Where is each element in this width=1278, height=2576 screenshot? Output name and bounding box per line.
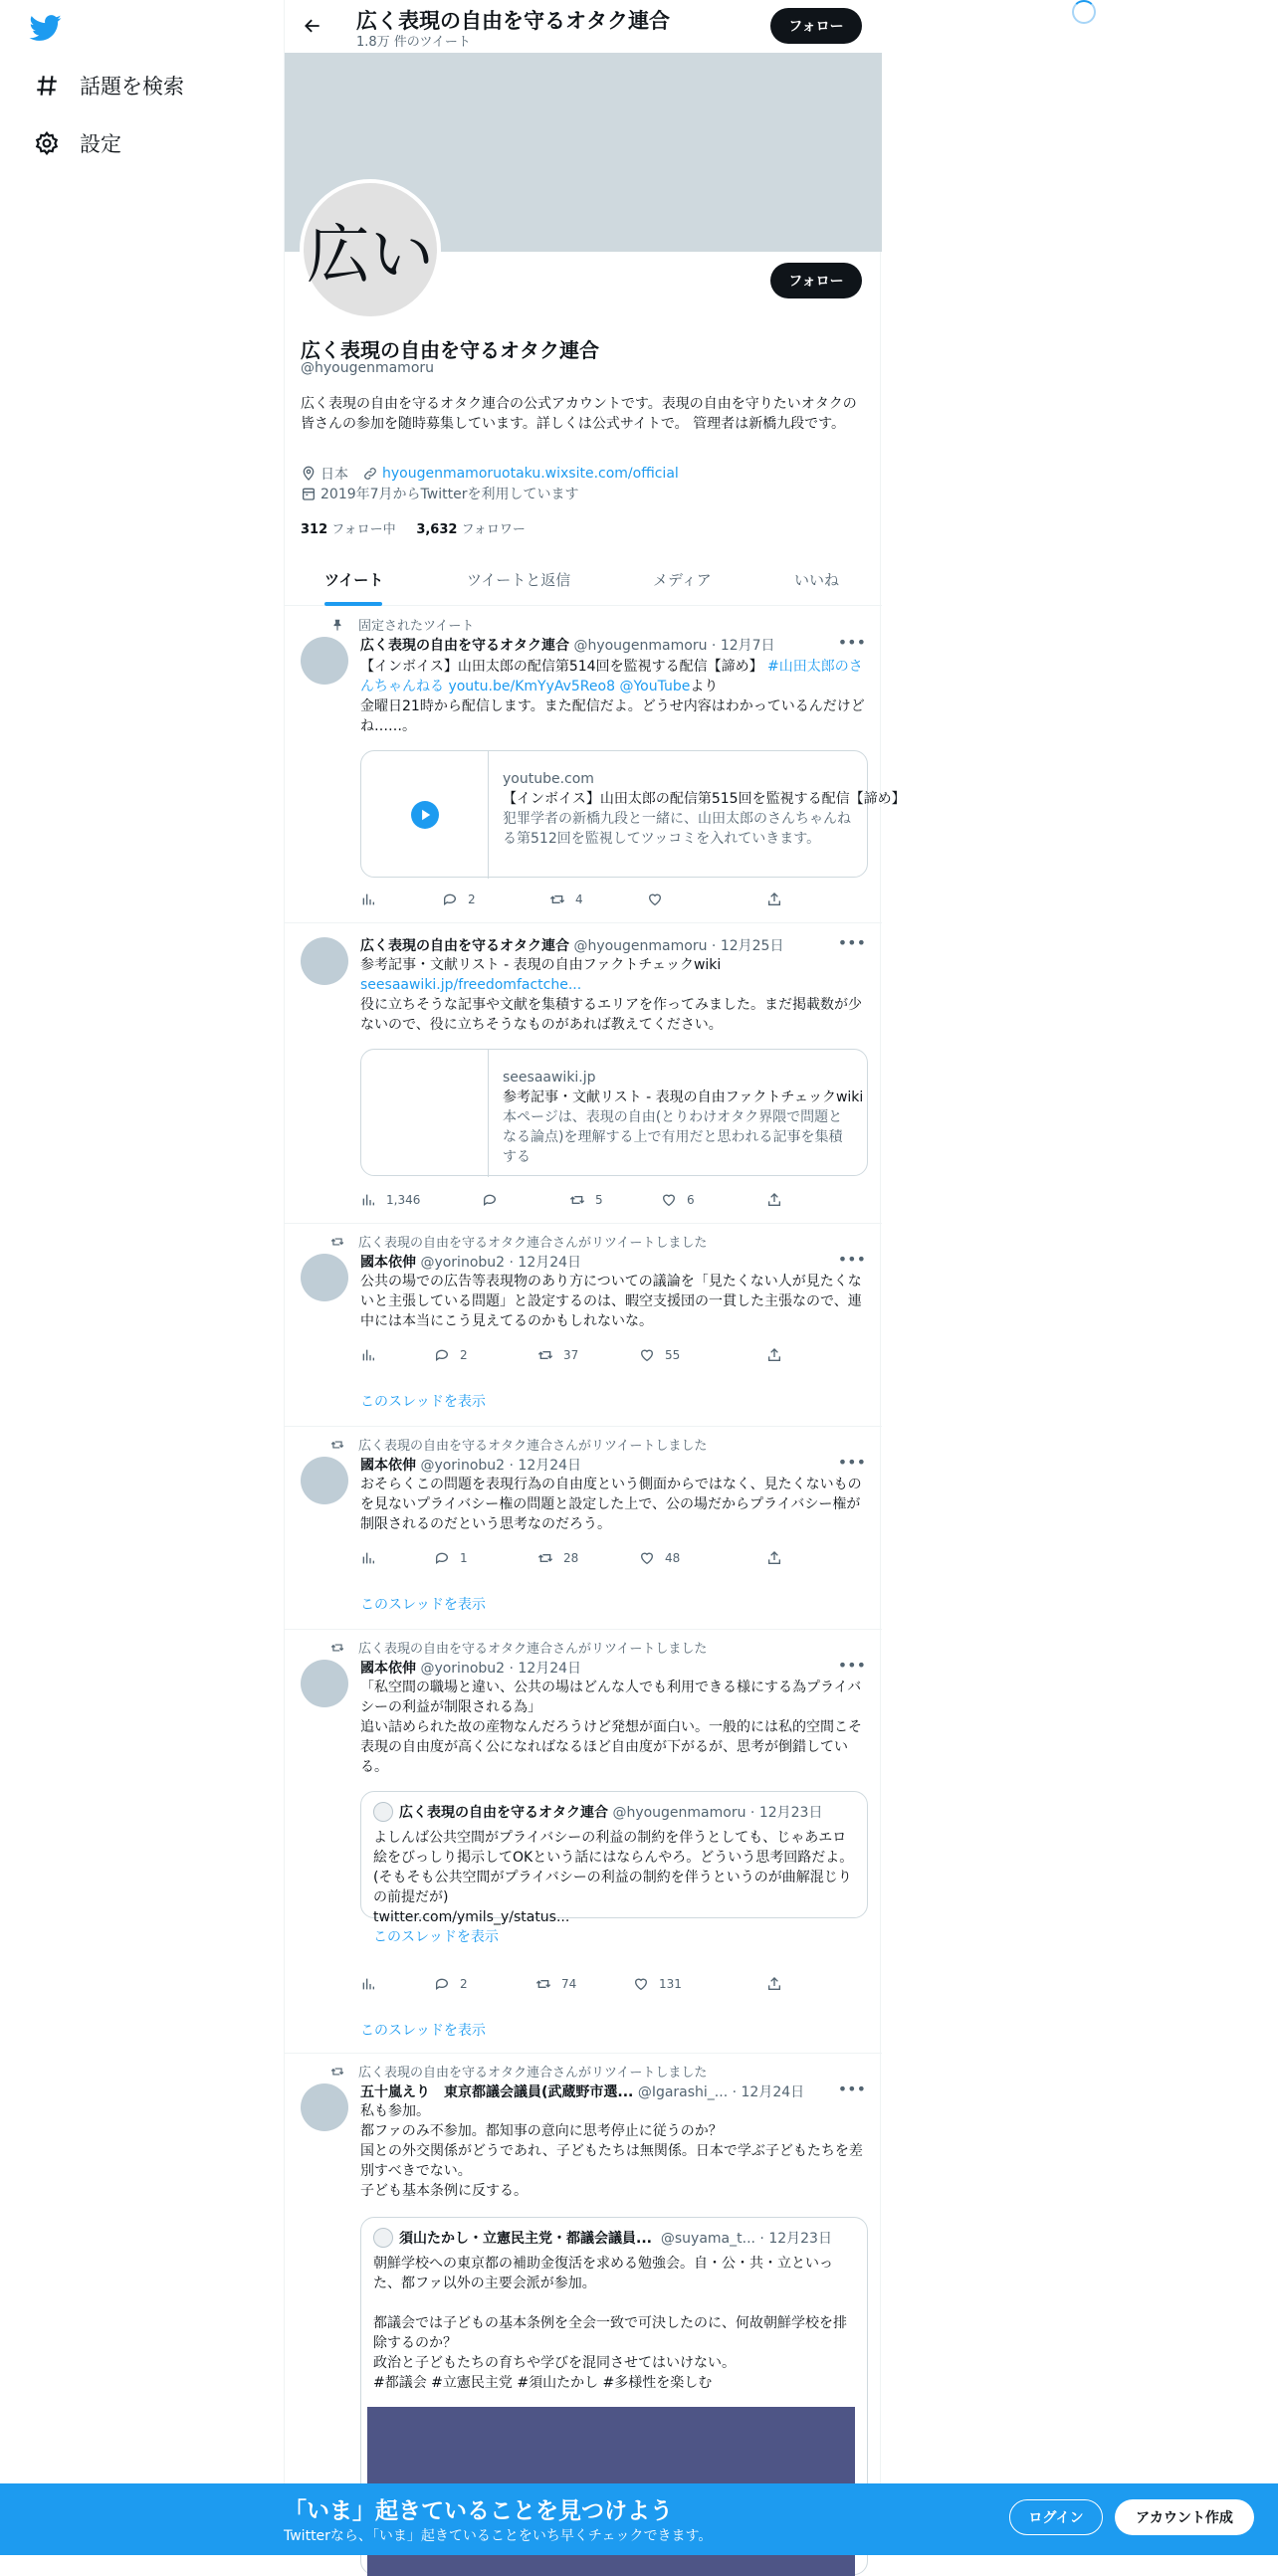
loading-spinner (1072, 0, 1096, 24)
quoted-text: よしんば公共空間がプライバシーの利益の制約を伴うとしても、じゃあエロ絵をびっしり掲示してOKという話にはならんやろ。どういう思考回路だよ。(そもそも公共空間がプライバシーの利益の制約を伴うというのが曲解混じりの前提だが) (373, 1830, 854, 1905)
share-icon (766, 1976, 782, 1992)
retweet-button[interactable] (569, 1192, 603, 1208)
more-icon[interactable]: ••• (837, 1656, 866, 1675)
tweet-author-name[interactable]: 五十嵐えり 東京都議会議員(武蔵野市選... (360, 2084, 634, 2100)
retweet-icon (330, 1235, 344, 1249)
reply-count: 1 (460, 1551, 468, 1565)
tweet-header (360, 1658, 581, 1678)
tweet-context (330, 2062, 707, 2081)
card-title: 参考記事・文献リスト - 表現の自由ファクトチェックwiki (503, 1090, 864, 1105)
nav-settings-label: 設定 (80, 132, 121, 156)
tweet-context-text: 広く表現の自由を守るオタク連合さんがリツイートしました (358, 1236, 708, 1251)
signup-button[interactable]: アカウント作成 (1115, 2499, 1254, 2535)
tweet-header (360, 1455, 581, 1475)
views-button[interactable] (360, 1347, 386, 1363)
views-button[interactable] (360, 1192, 420, 1208)
tweet-header (360, 2081, 804, 2101)
retweet-button[interactable] (535, 1976, 576, 1992)
tweet-link[interactable]: seesaawiki.jp/freedomfactche... (360, 977, 582, 993)
share-button[interactable] (766, 892, 792, 907)
tweet-header (360, 635, 775, 655)
nav-explore-label: 話題を検索 (80, 75, 184, 99)
tab-likes[interactable]: いいね (794, 571, 840, 589)
like-button[interactable] (639, 1347, 680, 1363)
show-thread-link[interactable]: このスレッドを表示 (360, 1597, 486, 1613)
quoted-tweet-header (373, 1802, 822, 1822)
tweet-text (360, 955, 868, 1035)
more-icon[interactable]: ••• (837, 933, 866, 952)
retweet-icon (330, 1641, 344, 1655)
like-count: 55 (665, 1348, 681, 1362)
tweet-meta: @yorinobu2 · 12月24日 (420, 1458, 582, 1474)
share-icon (766, 1347, 782, 1363)
profile-handle: @hyougenmamoru (301, 360, 435, 376)
views-count: 1,346 (386, 1193, 421, 1207)
tweet-context-text: 広く表現の自由を守るオタク連合さんがリツイートしました (358, 1642, 708, 1657)
tweet-text: 私も参加。 都ファのみ不参加。都知事の意向に思考停止に従うのか？ 国との外交関係がどうであれ、子どもたちは無関係。日本で学ぶ子どもたちを差別すべきでない。 子ども基本条例に反する。 (360, 2103, 863, 2199)
tab-media[interactable]: メディア (653, 571, 712, 589)
profile-header-bar (285, 0, 882, 53)
retweet-button[interactable] (537, 1550, 578, 1566)
like-button[interactable] (639, 1550, 680, 1566)
card-thumbnail (361, 751, 489, 879)
like-count: 131 (659, 1977, 682, 1991)
tweet-actions (360, 1976, 788, 1996)
profile-location: 日本 (320, 467, 348, 483)
tweet-text-part: 金曜日21時から配信します。また配信だよ。どうせ内容はわかっているんだけどね……。 (360, 698, 865, 734)
followers-label: フォロワー (461, 522, 526, 537)
following-link[interactable] (301, 522, 396, 537)
tweet[interactable] (285, 923, 882, 1224)
link-card[interactable] (360, 1049, 868, 1176)
share-button[interactable] (766, 1976, 792, 1992)
nav-explore[interactable] (34, 66, 184, 105)
profile-avatar[interactable]: 広い (300, 179, 441, 320)
like-button[interactable] (661, 1192, 695, 1208)
profile-stats (301, 518, 526, 537)
quoted-text: 朝鮮学校への東京都の補助金復活を求める勉強会。自・公・共・立といった、都ファ以外の主要会派が参加。 都議会では子どもの基本条例を全会一致で可決したのに、何故朝鮮学校を排除するのか？ 政治と子どもたちの育ちや学びを混同させてはいけない。 #都議会 #立憲民主党 #須山たかし #多様性を楽しむ (373, 2256, 847, 2391)
tweet-actions (360, 1347, 788, 1367)
play-icon (411, 801, 439, 829)
retweet-count: 4 (575, 892, 583, 906)
nav-settings[interactable] (34, 123, 121, 163)
tweet-author-name[interactable]: 國本依伸 (360, 1458, 416, 1474)
tweet-context (330, 1232, 707, 1251)
retweet-icon (569, 1192, 585, 1208)
quoted-avatar (373, 1802, 393, 1822)
share-icon (766, 892, 782, 907)
profile-column (284, 0, 906, 2555)
views-button[interactable] (360, 892, 386, 907)
more-icon[interactable]: ••• (837, 1250, 866, 1269)
more-icon[interactable]: ••• (837, 1453, 866, 1472)
back-arrow-icon (303, 16, 322, 36)
reply-button[interactable] (434, 1976, 468, 1992)
tweet-text-part: 参考記事・文献リスト - 表現の自由ファクトチェックwiki (360, 957, 722, 973)
tweet-meta: @hyougenmamoru · 12月25日 (573, 938, 784, 954)
avatar[interactable] (301, 637, 348, 685)
like-count: 6 (687, 1193, 695, 1207)
analytics-icon (360, 1550, 376, 1566)
card-body (503, 1068, 864, 1165)
tweet-author-name[interactable]: 國本依伸 (360, 1255, 416, 1271)
reply-icon (434, 1550, 450, 1566)
retweet-button[interactable] (537, 1347, 578, 1363)
back-button[interactable] (299, 12, 326, 40)
quoted-meta: @suyama_t... · 12月23日 (660, 2231, 832, 2247)
heart-icon (639, 1347, 655, 1363)
header-follow-button[interactable]: フォロー (770, 8, 862, 44)
tweet-context (330, 1435, 707, 1454)
tweet-header (360, 935, 783, 955)
like-button[interactable] (647, 892, 673, 907)
quoted-author-name: 広く表現の自由を守るオタク連合 (399, 1805, 608, 1821)
retweet-icon (535, 1976, 551, 1992)
quoted-meta: @hyougenmamoru · 12月23日 (612, 1805, 823, 1821)
followers-link[interactable] (416, 522, 526, 537)
reply-icon (482, 1192, 498, 1208)
tweet-context-text: 広く表現の自由を守るオタク連合さんがリツイートしました (358, 1439, 708, 1454)
retweet-icon (549, 892, 565, 907)
share-button[interactable] (766, 1550, 792, 1566)
pin-icon (330, 618, 344, 632)
profile-bio: 広く表現の自由を守るオタク連合の公式アカウントです。表現の自由を守りたいオタクの皆さんの参加を随時募集しています。詳しくは公式サイトで。 管理者は新橋九段です。 (301, 396, 857, 432)
reply-button[interactable] (442, 892, 476, 907)
followers-count: 3,632 (416, 522, 458, 537)
share-icon (766, 1192, 782, 1208)
tweet-text (360, 657, 868, 736)
card-thumbnail (361, 1050, 489, 1177)
tweet-meta: @yorinobu2 · 12月24日 (420, 1255, 582, 1271)
avatar[interactable] (301, 1254, 348, 1301)
reply-count: 2 (460, 1977, 468, 1991)
retweet-count: 37 (563, 1348, 579, 1362)
analytics-icon (360, 892, 376, 907)
retweet-icon (537, 1550, 553, 1566)
profile-tabs (285, 553, 882, 606)
heart-icon (647, 892, 663, 907)
signup-banner-subtitle: Twitterなら、「いま」起きていることをいち早くチェックできます。 (284, 2528, 713, 2544)
signup-banner-title: 「いま」起きていることを見つけよう (284, 2498, 673, 2524)
tweet-actions (360, 1550, 788, 1570)
tweet-actions (360, 892, 788, 911)
tweet-text-part: より (690, 679, 719, 694)
tweet-author-name[interactable]: 広く表現の自由を守るオタク連合 (360, 638, 569, 654)
show-thread-link[interactable]: このスレッドを表示 (360, 2023, 486, 2039)
location-pin-icon (301, 466, 317, 482)
tweet-text: 「私空間の職場と違い、公共の場はどんな人でも利用できる様にする為プライバシーの利益が制限される為」 追い詰められた故の産物なんだろうけど発想が面白い。一般的には私的空間こそ表現の自由度が高く公になればなるほど自由度が下がるが、思考が倒錯している。 (360, 1680, 862, 1775)
link-card[interactable] (360, 750, 906, 878)
tweet-author-name[interactable]: 広く表現の自由を守るオタク連合 (360, 938, 569, 954)
tweet-text-part: 【インボイス】山田太郎の配信第514回を監視する配信【諦め】 (360, 659, 763, 675)
profile-joined-row (301, 484, 578, 503)
reply-icon (434, 1347, 450, 1363)
tweet-meta: @Igarashi_... · 12月24日 (637, 2084, 805, 2100)
tweet[interactable] (285, 1224, 882, 1427)
card-domain: seesaawiki.jp (503, 1070, 596, 1086)
more-icon[interactable]: ••• (837, 2080, 866, 2098)
analytics-icon (360, 1347, 376, 1363)
tweet[interactable] (285, 2054, 882, 2555)
following-count: 312 (301, 522, 328, 537)
tweet[interactable] (285, 1427, 882, 1630)
reply-button[interactable] (434, 1550, 468, 1566)
link-icon (362, 466, 378, 482)
sidebar (0, 0, 284, 2555)
reply-count: 2 (468, 892, 476, 906)
tweet-context (330, 1638, 707, 1657)
heart-icon (639, 1550, 655, 1566)
profile-name: 広く表現の自由を守るオタク連合 (301, 338, 599, 362)
quoted-tweet[interactable] (360, 1791, 868, 1945)
retweet-button[interactable] (549, 892, 583, 907)
show-thread-link[interactable]: このスレッドを表示 (360, 1394, 486, 1410)
header-title: 広く表現の自由を守るオタク連合 (356, 9, 670, 33)
tweet-link[interactable]: #山田太郎のさんちゃんねる youtu.be/KmYyAv5Reo8 @YouTube (360, 659, 863, 694)
tweet-text-part: 役に立ちそうな記事や文献を集積するエリアを作ってみました。まだ掲載数が少ないので、役に立ちそうなものがあれば教えてください。 (360, 997, 862, 1033)
avatar[interactable] (301, 2083, 348, 2131)
tweet-text: おそらくこの問題を表現行為の自由度という側面からではなく、見たくないものを見ないプライバシー権の問題と設定した上で、公の場だからプライバシー権が制限されるのだという思考なのだろう。 (360, 1477, 862, 1532)
reply-button[interactable] (434, 1347, 468, 1363)
tweet[interactable] (285, 1630, 882, 2054)
views-button[interactable] (360, 1550, 386, 1566)
header-tweet-count: 1.8万 件のツイート (356, 35, 471, 50)
tab-tweets-replies[interactable]: ツイートと返信 (467, 571, 571, 589)
retweet-count: 5 (595, 1193, 603, 1207)
quoted-tweet-header (373, 2228, 832, 2248)
quoted-show-thread-link[interactable]: このスレッドを表示 (373, 1929, 499, 1945)
avatar[interactable] (301, 1457, 348, 1504)
gear-icon (34, 130, 60, 156)
hashtag-icon (34, 73, 60, 99)
reply-icon (442, 892, 458, 907)
tweet[interactable] (285, 607, 906, 923)
retweet-icon (537, 1347, 553, 1363)
retweet-icon (330, 1438, 344, 1452)
analytics-icon (360, 1192, 376, 1208)
quoted-avatar (373, 2228, 393, 2248)
signup-banner (0, 2483, 1278, 2555)
tweet-meta: @hyougenmamoru · 12月7日 (573, 638, 775, 654)
avatar[interactable] (301, 1660, 348, 1707)
tweet-context (330, 615, 474, 634)
tab-tweets[interactable]: ツイート (324, 571, 384, 589)
reply-button[interactable] (482, 1192, 508, 1208)
card-title: 【インボイス】山田太郎の配信第515回を監視する配信【諦め】 (503, 791, 906, 807)
more-icon[interactable]: ••• (837, 633, 866, 652)
views-button[interactable] (360, 1976, 386, 1992)
profile-joined: 2019年7月からTwitterを利用しています (320, 487, 579, 502)
login-button[interactable]: ログイン (1009, 2499, 1103, 2535)
quoted-link[interactable]: twitter.com/ymils_y/status... (373, 1909, 570, 1925)
reply-count: 2 (460, 1348, 468, 1362)
tweet-context-text: 固定されたツイート (358, 619, 475, 634)
share-button[interactable] (766, 1192, 792, 1208)
quoted-tweet-text (373, 1828, 857, 1947)
profile-follow-button[interactable]: フォロー (770, 263, 862, 298)
heart-icon (633, 1976, 649, 1992)
tweet-actions (360, 1192, 788, 1212)
twitter-bird-icon[interactable] (30, 12, 70, 48)
retweet-count: 28 (563, 1551, 579, 1565)
heart-icon (661, 1192, 677, 1208)
quoted-author-name: 須山たかし・立憲民主党・都議会議員... (399, 2231, 652, 2247)
like-count: 48 (665, 1551, 681, 1565)
share-icon (766, 1550, 782, 1566)
reply-icon (434, 1976, 450, 1992)
analytics-icon (360, 1976, 376, 1992)
retweet-count: 74 (561, 1977, 577, 1991)
share-button[interactable] (766, 1347, 792, 1363)
profile-website-link[interactable]: hyougenmamoruotaku.wixsite.com/official (382, 466, 679, 482)
tweet-context-text: 広く表現の自由を守るオタク連合さんがリツイートしました (358, 2066, 708, 2081)
profile-meta-row (301, 464, 679, 484)
like-button[interactable] (633, 1976, 682, 1992)
avatar[interactable] (301, 937, 348, 985)
tweet-text: 公共の場での広告等表現物のあり方についての議論を「見たくない人が見たくないと主張している問題」と設定するのは、暇空支援団の一貫した主張なので、連中には本当にこう見えてるのかもしれないな。 (360, 1274, 862, 1329)
card-description: 犯罪学者の新橋九段と一緒に、山田太郎のさんちゃんねる第512回を監視してツッコミを入れていきます。 (503, 811, 851, 847)
tweet-meta: @yorinobu2 · 12月24日 (420, 1661, 582, 1677)
tweet-author-name[interactable]: 國本依伸 (360, 1661, 416, 1677)
tweet-header (360, 1252, 581, 1272)
following-label: フォロー中 (331, 522, 396, 537)
card-domain: youtube.com (503, 771, 594, 787)
card-body (503, 769, 906, 849)
calendar-icon (301, 486, 317, 501)
retweet-icon (330, 2065, 344, 2079)
active-tab-indicator (324, 602, 382, 606)
card-description: 本ページは、表現の自由(とりわけオタク界隈で問題となる論点)を理解する上で有用だと思われる記事を集積する (503, 1109, 843, 1165)
